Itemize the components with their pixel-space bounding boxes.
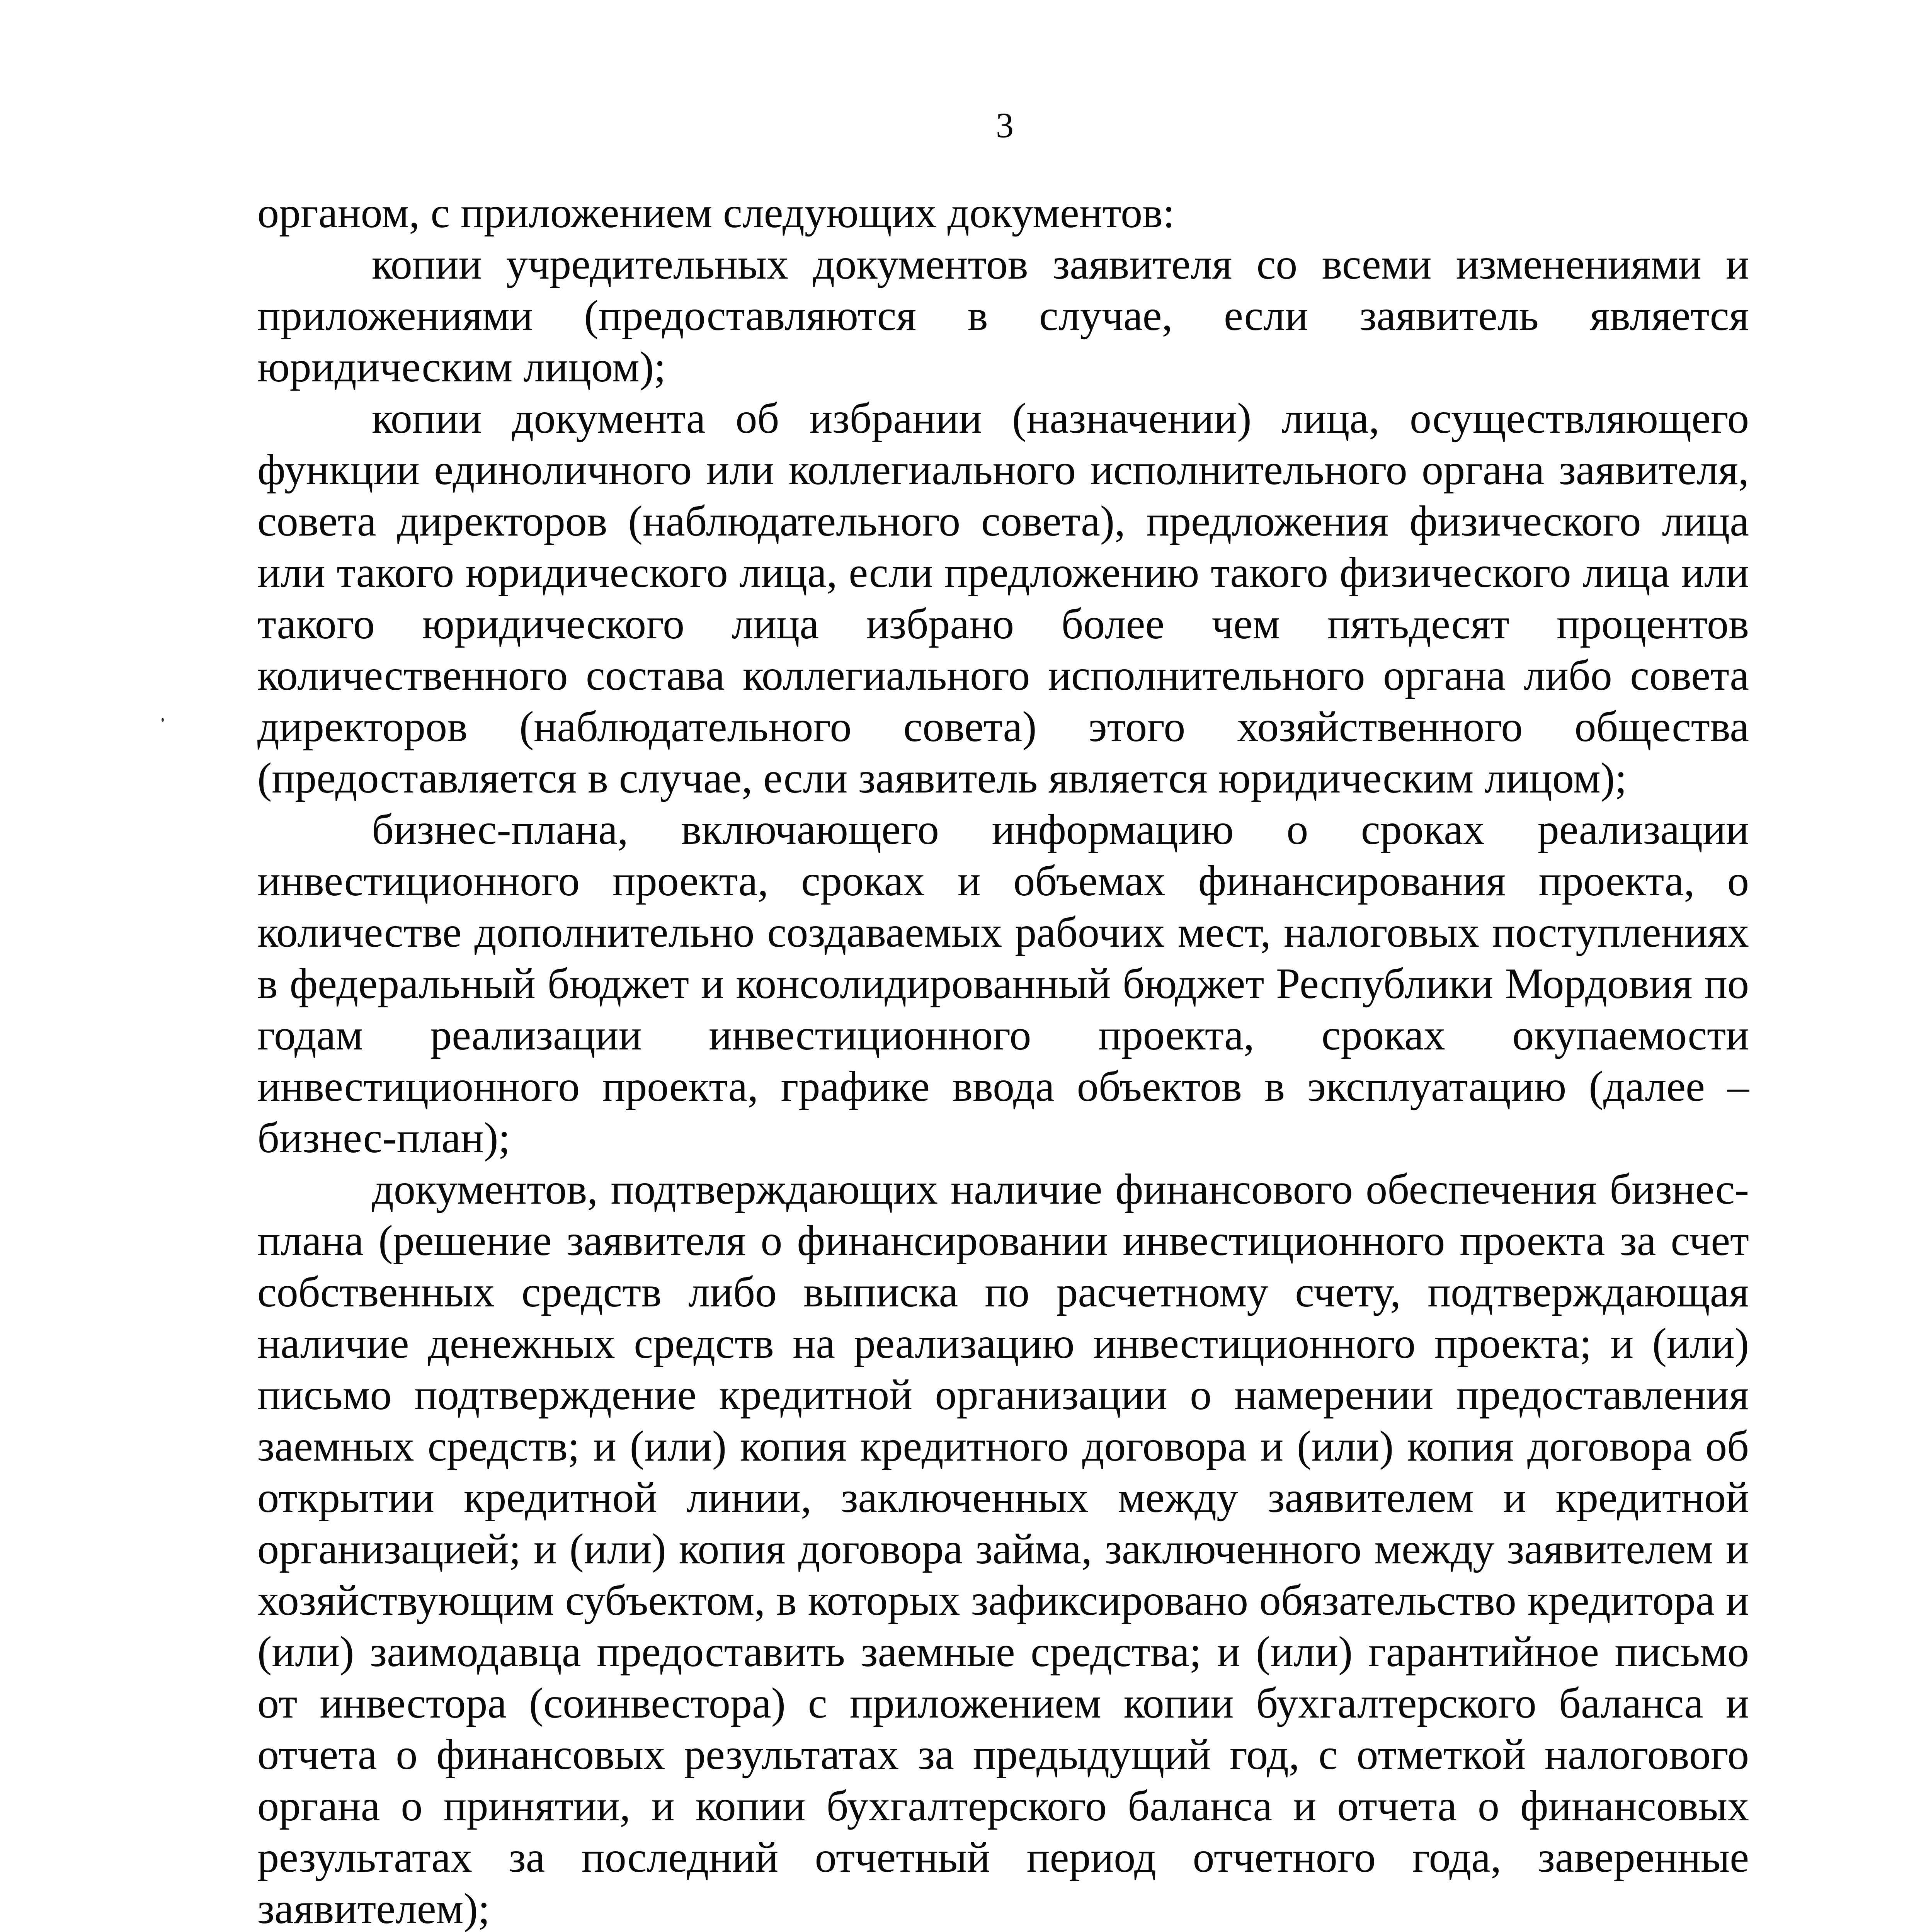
paragraph-election-document: копии документа об избрании (назначении) лица, осуществляющего функции единоличного или коллегиального исполнительного органа заявителя, совета директоров (наблюдательного совета), предложения физического лица или такого юридического лица, если предложению такого физического лица или такого юридического лица избрано более чем пятьдесят процентов количественного состава коллегиального исполнительного органа либо совета директоров (наблюдательного совета) этого хозяйственного общества (предоставляется в случае, если заявитель является юридическим лицом); — [257, 395, 1749, 802]
paragraph-financial-support: документов, подтверждающих наличие финансового обеспечения бизнес-плана (решение заявителя о финансировании инвестиционного проекта за счет собственных средств либо выписка по расчетному счету, подтверждающая наличие денежных средств на реализацию инвестиционного проекта; и (или) письмо подтверждение кредитной организации о намерении предоставления заемных средств; и (или) копия кредитного договора и (или) копия договора об открытии кредитной линии, заключенных между заявителем и кредитной организацией; и (или) копия договора займа, заключенного между заявителем и хозяйствующим субъектом, в которых зафиксировано обязательство кредитора и (или) заимодавца предоставить заемные средства; и (или) гарантийное письмо от инвестора (соинвестора) с приложением копии бухгалтерского баланса и отчета о финансовых результатах за предыдущий год, с отметкой налогового органа о принятии, и копии бухгалтерского баланса и отчета о финансовых результатах за последний отчетный период отчетного года, заверенные заявителем); — [257, 1165, 1749, 1932]
page-number: 3 — [996, 105, 1014, 145]
scan-speck — [162, 718, 164, 722]
paragraph-continuation: органом, с приложением следующих документов: — [257, 189, 1175, 237]
paragraph-business-plan: бизнес-плана, включающего информацию о сроках реализации инвестиционного проекта, сроках и объемах финансирования проекта, о количестве дополнительно создаваемых рабочих мест, налоговых поступлениях в федеральный бюджет и консолидированный бюджет Республики Мордовия по годам реализации инвестиционного проекта, сроках окупаемости инвестиционного проекта, графике ввода объектов в эксплуатацию (далее – бизнес-план); — [257, 806, 1749, 1162]
document-body — [257, 187, 1749, 1932]
paragraph-founding-documents: копии учредительных документов заявителя со всеми изменениями и приложениями (предоставляются в случае, если заявитель является юридическим лицом); — [257, 240, 1749, 391]
